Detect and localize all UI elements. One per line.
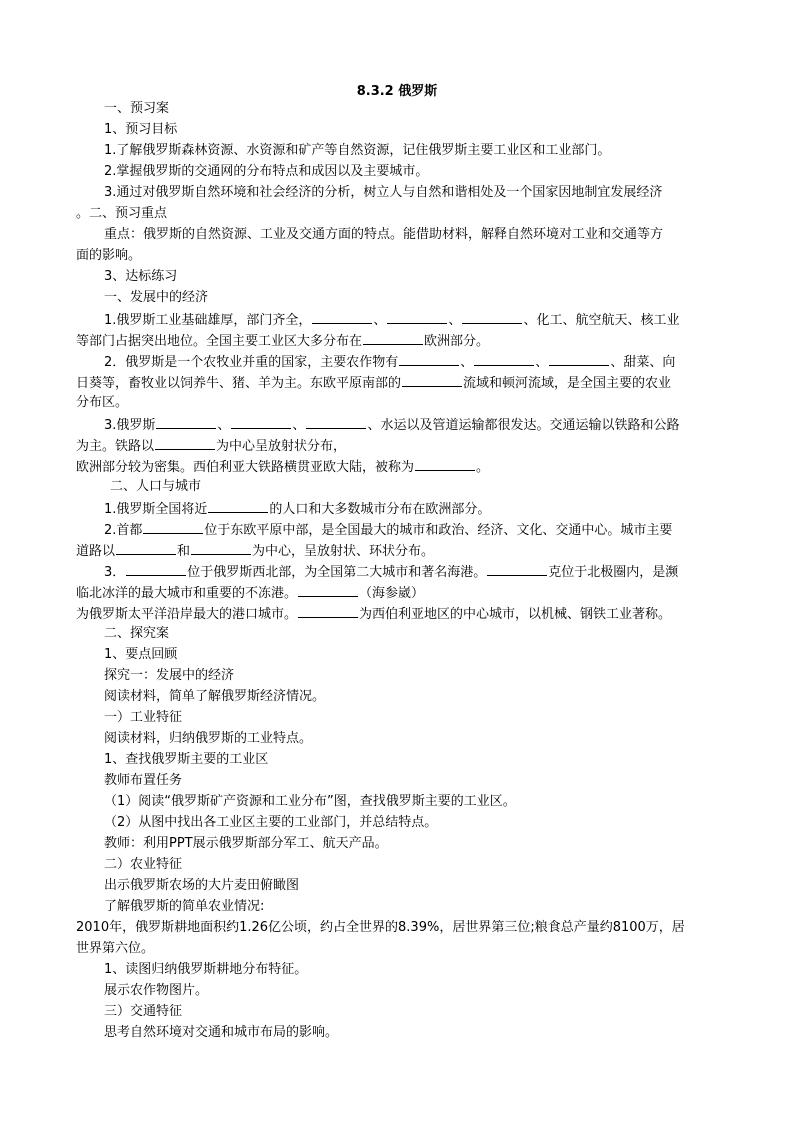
text-segment: 克位于北极圈内，是濒 [548, 565, 679, 580]
text-line [104, 500, 490, 518]
text-segment: 、 [292, 418, 306, 433]
text-segment: 位于俄罗斯西北部，为全国第二大城市和著名海港。 [187, 565, 487, 580]
text-line: 思考自然环境对交通和城市布局的影响。 [104, 1025, 339, 1040]
fill-in-blank[interactable] [156, 416, 216, 429]
text-line: 1、查找俄罗斯主要的工业区 [104, 752, 269, 767]
text-line: 1、要点回顾 [104, 647, 178, 662]
text-line: 二）农业特征 [104, 857, 183, 872]
text-segment: 为俄罗斯太平洋沿岸最大的港口城市。 [76, 607, 298, 622]
text-line: （1）阅读“俄罗斯矿产资源和工业分布”图，查找俄罗斯主要的工业区。 [104, 794, 516, 809]
text-segment: 、 [460, 355, 474, 370]
text-line: （2）从图中找出各工业区主要的工业部门，并总结特点。 [104, 815, 438, 830]
fill-in-blank[interactable] [312, 311, 372, 324]
fill-in-blank[interactable] [487, 563, 547, 576]
fill-in-blank[interactable] [462, 311, 522, 324]
fill-in-blank[interactable] [402, 374, 462, 387]
text-line: 一、发展中的经济 [104, 290, 209, 305]
fill-in-blank[interactable] [549, 353, 609, 366]
text-segment: 为中心呈放射状分布， [216, 439, 347, 454]
text-line [76, 584, 424, 602]
fill-in-blank[interactable] [415, 458, 475, 471]
text-line: 1.了解俄罗斯森林资源、水资源和矿产等自然资源，记住俄罗斯主要工业区和工业部门。 [104, 143, 611, 158]
text-segment: 等部门占据突出地位。全国主要工业区大多分布在 [76, 334, 363, 349]
text-line: 1、读图归纳俄罗斯耕地分布特征。 [104, 962, 308, 977]
text-line: 出示俄罗斯农场的大片麦田俯瞰图 [104, 878, 300, 893]
text-segment: 、 [373, 313, 387, 328]
text-line: 世界第六位。 [76, 941, 155, 956]
fill-in-blank[interactable] [208, 500, 268, 513]
text-line [76, 458, 489, 476]
text-segment: 流域和顿河流域，是全国主要的农业 [463, 376, 672, 391]
fill-in-blank[interactable] [306, 416, 366, 429]
text-line [76, 605, 671, 623]
text-segment: 1.俄罗斯全国将近 [104, 502, 208, 517]
fill-in-blank[interactable] [399, 353, 459, 366]
text-segment: 3.俄罗斯 [104, 418, 156, 433]
fill-in-blank[interactable] [143, 521, 203, 534]
text-line: 阅读材料，简单了解俄罗斯经济情况。 [104, 689, 326, 704]
text-line: 重点：俄罗斯的自然资源、工业及交通方面的特点。能借助材料，解释自然环境对工业和交通等方 [104, 227, 664, 242]
text-segment: 欧洲部分。 [424, 334, 490, 349]
text-segment: 的人口和大多数城市分布在欧洲部分。 [269, 502, 491, 517]
text-segment: 、 [448, 313, 462, 328]
text-line: 。二、预习重点 [76, 206, 168, 221]
document-title: 8.3.2 俄罗斯 [356, 84, 438, 99]
text-line [104, 311, 679, 329]
fill-in-blank[interactable] [387, 311, 447, 324]
text-segment: 位于东欧平原中部，是全国最大的城市和政治、经济、文化、交通中心。城市主要 [204, 523, 673, 538]
text-line: 了解俄罗斯的简单农业情况: [104, 899, 265, 914]
text-segment: 、甜菜、向 [610, 355, 676, 370]
text-line: 3、达标练习 [104, 269, 178, 284]
text-segment: 2.首都 [104, 523, 143, 538]
text-line: 3.通过对俄罗斯自然环境和社会经济的分析，树立人与自然和谐相处及一个国家因地制宜发展经济 [104, 185, 663, 200]
text-line: 2010年，俄罗斯耕地面积约1.26亿公顷，约占全世界的8.39%，居世界第三位;粮食总产量约8100万，居 [76, 920, 685, 935]
text-segment: 临北冰洋的最大城市和重要的不冻港。 [76, 586, 298, 601]
fill-in-blank[interactable] [116, 542, 176, 555]
text-line: 2.掌握俄罗斯的交通网的分布特点和成因以及主要城市。 [104, 164, 429, 179]
text-line [76, 374, 671, 392]
text-line: 教师布置任务 [104, 773, 183, 788]
text-segment: 为中心，呈放射状、环状分布。 [252, 544, 435, 559]
text-segment: 2．俄罗斯是一个农牧业并重的国家，主要农作物有 [104, 355, 399, 370]
text-segment: 。 [476, 460, 490, 475]
text-segment: 和 [177, 544, 191, 559]
text-line [104, 521, 672, 539]
text-segment: 为主。铁路以 [76, 439, 155, 454]
text-segment: 3． [104, 565, 126, 580]
text-segment: 、 [535, 355, 549, 370]
text-line [76, 437, 346, 455]
text-line [76, 332, 489, 350]
text-line: 教师：利用PPT展示俄罗斯部分军工、航天产品。 [104, 836, 388, 851]
text-line: 一）工业特征 [104, 710, 183, 725]
text-segment: 、水运以及管道运输都很发达。交通运输以铁路和公路 [367, 418, 680, 433]
text-line [104, 416, 679, 434]
text-segment: 道路以 [76, 544, 116, 559]
text-line [104, 563, 678, 581]
text-line: 三）交通特征 [104, 1004, 183, 1019]
text-segment: 1.俄罗斯工业基础雄厚，部门齐全， [104, 313, 312, 328]
text-line: 分布区。 [76, 395, 129, 410]
text-line: 探究一：发展中的经济 [104, 668, 235, 683]
text-segment: 为西伯利亚地区的中心城市，以机械、钢铁工业著称。 [359, 607, 672, 622]
text-segment: 欧洲部分较为密集。西伯利亚大铁路横贯亚欧大陆，被称为 [76, 460, 415, 475]
text-line: 面的影响。 [76, 248, 142, 263]
fill-in-blank[interactable] [191, 542, 251, 555]
text-line [104, 353, 675, 371]
text-line: 一、预习案 [104, 101, 170, 116]
text-line: 1、预习目标 [104, 122, 178, 137]
text-segment: 日葵等，畜牧业以饲养牛、猪、羊为主。东欧平原南部的 [76, 376, 402, 391]
text-segment: 、化工、航空航天、核工业 [523, 313, 680, 328]
text-segment: 、 [217, 418, 231, 433]
text-line: 二、人口与城市 [110, 479, 202, 494]
fill-in-blank[interactable] [363, 332, 423, 345]
text-segment: （海参崴） [359, 586, 425, 601]
text-line: 阅读材料，归纳俄罗斯的工业特点。 [104, 731, 313, 746]
fill-in-blank[interactable] [126, 563, 186, 576]
text-line: 二、探究案 [104, 626, 170, 641]
fill-in-blank[interactable] [155, 437, 215, 450]
fill-in-blank[interactable] [231, 416, 291, 429]
fill-in-blank[interactable] [474, 353, 534, 366]
fill-in-blank[interactable] [298, 605, 358, 618]
text-line [76, 542, 434, 560]
text-line: 展示农作物图片。 [104, 983, 209, 998]
fill-in-blank[interactable] [298, 584, 358, 597]
